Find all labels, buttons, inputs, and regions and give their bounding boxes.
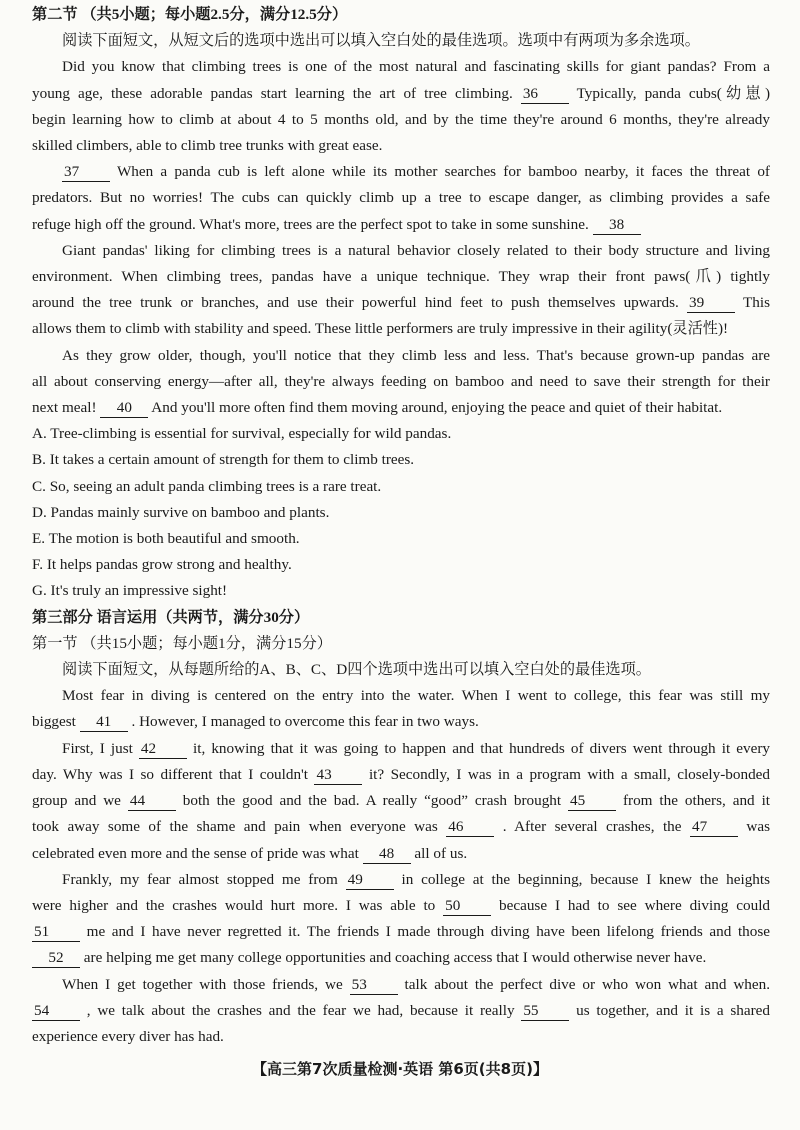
option-item: C. So, seeing an adult panda climbing trees is a rare treat. [32,477,382,495]
passage-line: took away some of the shame and pain when everyone was 46 . After several crashes, the 47 was [32,818,771,836]
passage-line: skilled climbers, able to climb tree trunks with great ease. [32,137,383,155]
page-footer: 【高三第7次质量检测·英语 第6页(共8页)】 [252,1060,548,1078]
passage-line: First, I just 42 it, knowing that it was going to happen and that hundreds of divers went through it every [62,739,770,757]
section-heading: 第一节 （共15小题；每小题1分，满分15分） [32,634,332,652]
blank-39: 39 [687,294,735,313]
passage-line: 54 , we talk about the crashes and the fear we had, because it really 55 us together, and it is a shared [34,1001,771,1019]
page-content [32,2,770,1050]
part-heading: 第三部分 语言运用（共两节，满分30分） [32,608,310,626]
passage-line: As they grow older, though, you'll notice that they climb less and less. That's because grown-up pandas are [62,346,770,364]
blank-54: 54 [32,1002,80,1021]
passage-line: Giant pandas' liking for climbing trees is a natural behavior closely related to their body structure and living [62,241,770,259]
passage-line: When I get together with those friends, we 53 talk about the perfect dive or who won what and when. [62,975,771,993]
passage-line: all about conserving energy—after all, they're always feeding on bamboo and need to save their strength for their [32,372,770,390]
blank-43: 43 [314,766,362,785]
blank-50: 50 [443,897,491,916]
passage-line: refuge high off the ground. What's more, trees are the perfect spot to take in some sunshine. 38 [32,212,770,238]
passage-line: Most fear in diving is centered on the entry into the water. When I went to college, this fear was still my [62,687,770,705]
blank-46: 46 [446,818,494,837]
blank-48: 48 [363,845,411,864]
passage-line: predators. But no worries! The cubs can quickly climb up a tree to escape danger, as climbing provides a safe [32,189,770,207]
passage-line: 51 me and I have never regretted it. The friends I made through diving have been lifelong friends and those [34,923,771,941]
blank-37: 37 [62,163,110,182]
passage-line: day. Why was I so different that I couldn't 43 it? Secondly, I was in a program with a small, closely-bonded [32,765,771,783]
passage-line: Frankly, my fear almost stopped me from 49 in college at the beginning, because I knew the heights [62,870,771,888]
passage-line: experience every diver has had. [32,1027,224,1045]
blank-47: 47 [690,818,738,837]
blank-42: 42 [139,740,187,759]
instruction: 阅读下面短文，从短文后的选项中选出可以填入空白处的最佳选项。选项中有两项为多余选项。 [62,32,700,50]
passage-line: around the tree trunk or branches, and use their powerful hind feet to push themselves upwards. 39 This [32,294,770,312]
option-item: B. It takes a certain amount of strength for them to climb trees. [32,451,415,469]
passage-line: biggest 41 . However, I managed to overcome this fear in two ways. [32,713,479,731]
blank-44: 44 [128,792,176,811]
blank-36: 36 [521,85,569,104]
option-item: A. Tree-climbing is essential for survival, especially for wild pandas. [32,425,452,443]
passage-line: 37 When a panda cub is left alone while its mother searches for bamboo nearby, it faces the threat of [64,163,770,181]
passage-line: celebrated even more and the sense of pride was what 48 all of us. [32,844,468,862]
instruction: 阅读下面短文，从每题所给的A、B、C、D四个选项中选出可以填入空白处的最佳选项。 [62,661,651,679]
blank-49: 49 [346,871,394,890]
passage-line: were higher and the crashes would hurt more. I was able to 50 because I had to see where diving could [32,896,771,914]
passage-line: young age, these adorable pandas start learning the art of tree climbing. 36 Typically, panda cubs(幼崽) [32,84,770,102]
passage-line: 52 are helping me get many college opportunities and coaching access that I would otherwise never have. [32,945,770,971]
blank-55: 55 [521,1002,569,1021]
passage-line: begin learning how to climb at about 4 to 5 months old, and by the time they're around 6 months, they're already [32,110,770,128]
option-item: F. It helps pandas grow strong and healthy. [32,556,292,574]
option-item: G. It's truly an impressive sight! [32,582,228,600]
passage-line: environment. When climbing trees, pandas have a unique technique. They wrap their front paws(爪) tightly [32,268,770,286]
blank-45: 45 [568,792,616,811]
section-heading: 第二节 （共5小题；每小题2.5分，满分12.5分） [32,6,348,23]
option-item: D. Pandas mainly survive on bamboo and plants. [32,503,330,521]
passage-line: Did you know that climbing trees is one of the most natural and fascinating skills for giant pandas? From a [62,58,770,76]
blank-41: 41 [80,713,128,732]
passage-line: allows them to climb with stability and speed. These little performers are truly impressive in their agility(灵活性)! [32,320,729,338]
option-item: E. The motion is both beautiful and smooth. [32,530,300,548]
blank-51: 51 [32,923,80,942]
passage-line: group and we 44 both the good and the bad. A really “good” crash brought 45 from the others, and it [32,792,771,810]
blank-53: 53 [350,976,398,995]
blank-38: 38 [593,216,641,235]
blank-52: 52 [32,949,80,968]
passage-line: next meal! 40 And you'll more often find them moving around, enjoying the peace and quiet of their habitat. [32,399,723,417]
blank-40: 40 [100,399,148,418]
